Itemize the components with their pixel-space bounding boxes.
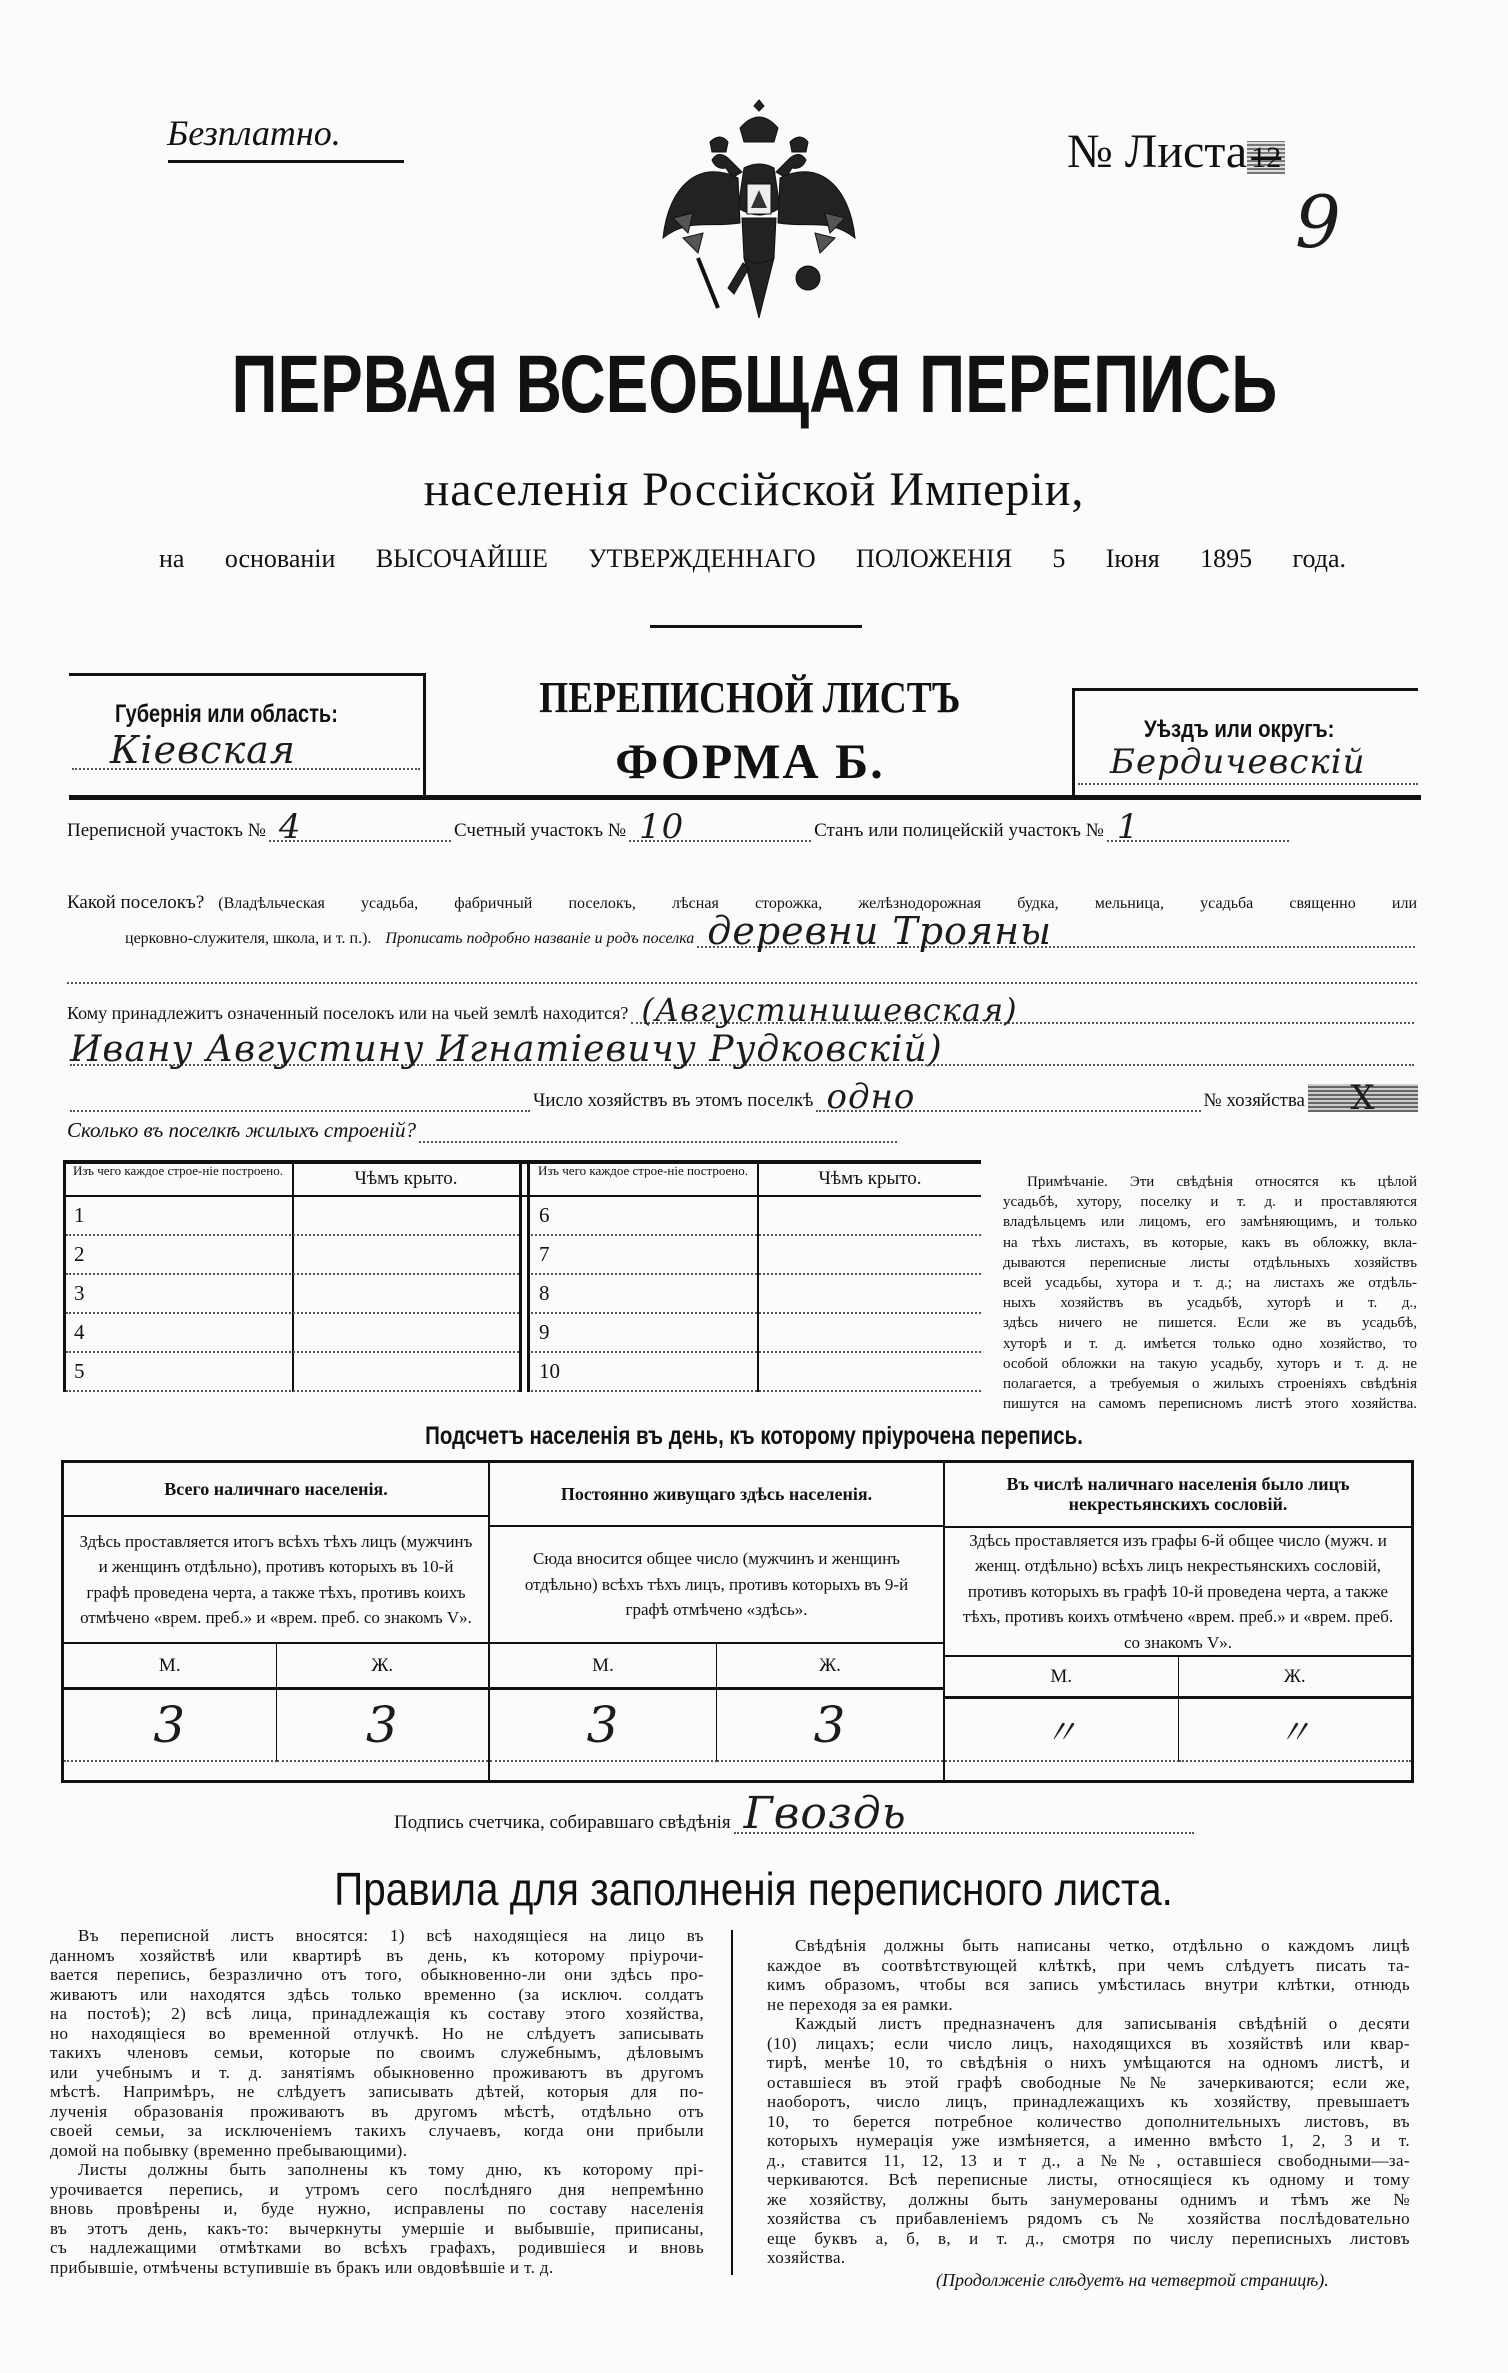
non-peasant-description: Здѣсь проставляется изъ графы 6-й общее число (мужч. и женщ. отдѣльно) всѣхъ лицъ некрестьянскихъ сословій, противъ которыхъ въ графѣ 10-й проведена черта, а также тѣхъ, противъ коихъ отмѣчено «врем. преб.» и «врем. преб. со знакомъ V». bbox=[945, 1528, 1411, 1658]
building-row-number: 5 bbox=[74, 1359, 85, 1383]
rules-text-line: наоборотъ, число лицъ, принадлежащихъ къ хозяйству, превышаетъ bbox=[767, 2092, 1410, 2111]
count-district-label: Счетный участокъ № bbox=[453, 820, 626, 841]
rules-text-line: домой на побывку (временно пребывающими). bbox=[50, 2140, 408, 2160]
rules-text-line: Въ переписной листъ вносятся: 1) всѣ находящіеся на лицо въ bbox=[78, 1926, 704, 1945]
rules-text-line: данномъ хозяйствѣ или квартирѣ въ день, къ которому пріурочи- bbox=[50, 1945, 704, 1965]
building-row-number: 3 bbox=[74, 1281, 85, 1305]
rules-text-line: мѣстѣ. Напримѣръ, не слѣдуетъ записывать дѣтей, которыя для по- bbox=[50, 2082, 704, 2101]
rules-text-line: Листы должны быть заполнены къ тому дню, къ которому прі- bbox=[78, 2160, 704, 2179]
rules-text-line: или учебнымъ и т. д. занятіямъ обыкновенно проживаютъ въ другомъ bbox=[50, 2062, 704, 2082]
permanent-population-description: Сюда вносится общее число (мужчинъ и женщинъ отдѣльно) всѣхъ тѣхъ лицъ, противъ которыхъ въ 9-й графѣ отмѣчено «здѣсь». bbox=[490, 1527, 943, 1644]
rules-text-line: съ надлежащими отмѣтками во всѣхъ графахъ, родившіеся и вновь bbox=[50, 2238, 704, 2257]
buildings-table bbox=[63, 1160, 981, 1392]
settlement-extra-line[interactable] bbox=[67, 982, 1417, 984]
settlement-hint: (Владѣльческая усадьба, фабричный поселокъ, лѣсная сторожка, желѣзнодорожная будка, мельница, усадьба священно или bbox=[218, 895, 1417, 912]
signature-field[interactable] bbox=[734, 1788, 1194, 1839]
population-count-heading: Подсчетъ населенія въ день, къ которому пріурочена перепись. bbox=[425, 1422, 1083, 1450]
rules-continuation-note: (Продолженіе слѣдуетъ на четвертой страницѣ). bbox=[936, 2270, 1329, 2290]
buildings-question: Сколько въ поселкѣ жилыхъ строеній? bbox=[67, 1118, 416, 1142]
note-text-line: пишутся на самомъ переписномъ листѣ этого хозяйства. bbox=[1003, 1396, 1417, 1413]
rules-text-line: живаютъ или находятся здѣсь только временно (за исключ. солдатъ bbox=[50, 1984, 704, 2004]
note-text-line: усадьбѣ, хутору, поселку и т. д. и проставляются bbox=[1003, 1194, 1417, 1211]
left-roof-header: Чѣмъ крыто. bbox=[354, 1168, 458, 1189]
owner-value-line-1: (Августинишевская) bbox=[641, 991, 1018, 1029]
rules-text-line: тирѣ, менѣе 10, то свѣдѣнія о нихъ умѣщаются на одномъ листѣ, и bbox=[767, 2053, 1410, 2072]
permanent-population-title: Постоянно живущаго здѣсь населенія. bbox=[490, 1463, 943, 1527]
right-material-header: Изъ чего каждое строе-ніе построено. bbox=[538, 1163, 748, 1178]
header-box-right-divider bbox=[1072, 688, 1075, 798]
building-row-number: 1 bbox=[74, 1203, 85, 1227]
sheet-number-label: № Листа bbox=[1067, 125, 1248, 178]
non-peasant-female-value[interactable]: 〃 bbox=[1179, 1699, 1412, 1762]
district-field[interactable] bbox=[1078, 783, 1418, 785]
building-row-line[interactable] bbox=[531, 1273, 981, 1275]
note-text-line: дываются переписные листы отдѣльныхъ хозяйствъ bbox=[1003, 1254, 1417, 1271]
rules-text-line: хозяйства. bbox=[767, 2248, 846, 2267]
settlement-name-field[interactable] bbox=[697, 909, 1415, 953]
rules-text-line: кимъ образомъ, чтобы вся запись умѣстилась внутри клѣтки, отнюдь bbox=[767, 1975, 1410, 1994]
rules-text-line: каждое въ соотвѣтствующей клѣткѣ, при чемъ слѣдуетъ писать та- bbox=[767, 1955, 1410, 1975]
enumerator-signature-row bbox=[394, 1788, 1197, 1839]
subtitle: населенія Россійской Имперіи, bbox=[423, 463, 1085, 516]
male-label: М. bbox=[945, 1657, 1179, 1696]
total-population-column bbox=[64, 1463, 490, 1780]
rules-text-line: въ этотъ день, какъ-то: вычеркнуты умершіе и выбывшіе, приписаны, bbox=[50, 2218, 704, 2238]
permanent-population-column bbox=[490, 1463, 945, 1780]
female-label: Ж. bbox=[371, 1654, 394, 1676]
total-male-value[interactable]: 3 bbox=[64, 1690, 277, 1762]
owner-question: Кому принадлежитъ означенный поселокъ или на чьей землѣ находится? bbox=[67, 1003, 629, 1023]
male-label: М. bbox=[490, 1644, 717, 1687]
rules-text-line: д., ставится 11, 12, 13 и т д., а №№, оставшіеся свободными—за- bbox=[767, 2150, 1410, 2170]
permanent-female-value[interactable]: 3 bbox=[717, 1690, 943, 1762]
settlement-instruction: Прописать подробно названіе и родъ поселка bbox=[385, 930, 695, 947]
police-district-field[interactable] bbox=[1107, 807, 1289, 847]
households-value: одно bbox=[826, 1077, 916, 1117]
owner-row bbox=[67, 991, 1417, 1029]
police-district-label: Станъ или полицейскій участокъ № bbox=[814, 820, 1104, 841]
district-label: Уѣздъ или округъ: bbox=[1144, 716, 1335, 743]
building-row-number: 4 bbox=[74, 1320, 85, 1344]
note-text-line: Примѣчаніе. Эти свѣдѣнія относятся къ цѣлой bbox=[1027, 1174, 1417, 1190]
household-number-value: X bbox=[1350, 1078, 1376, 1118]
census-district-label: Переписной участокъ № bbox=[67, 820, 266, 841]
households-leading-line bbox=[70, 1090, 530, 1112]
rules-text-line: такихъ членовъ семьи, которые по своимъ служебнымъ, дѣловымъ bbox=[50, 2043, 704, 2062]
left-material-header: Изъ чего каждое строе-ніе построено. bbox=[73, 1163, 283, 1178]
rules-text-line: хозяйства съ прибавленіемъ рядомъ съ № хозяйства послѣдовательно bbox=[767, 2209, 1410, 2228]
total-population-title: Всего наличнаго населенія. bbox=[64, 1463, 488, 1517]
buildings-question-row bbox=[67, 1118, 900, 1143]
note-text-line: здѣсь ничего не пишется. Если же въ усадьбѣ, bbox=[1003, 1315, 1417, 1332]
note-text-line: на тѣхъ листахъ, въ которые, какъ въ обложку, вкла- bbox=[1003, 1234, 1417, 1251]
owner-value-line-2: Ивану Августину Игнатіевичу Рудковскій) bbox=[70, 1029, 943, 1070]
sheet-title: ПЕРЕПИСНОЙ ЛИСТЪ bbox=[539, 673, 961, 722]
rules-text-line: лученія образованія проживаютъ въ другомъ мѣстѣ, отдѣльно отъ bbox=[50, 2101, 704, 2121]
legal-basis: на основаніи ВЫСОЧАЙШЕ УТВЕРЖДЕННАГО ПОЛОЖЕНІЯ 5 Іюня 1895 года. bbox=[159, 544, 1346, 573]
building-row-line[interactable] bbox=[531, 1312, 981, 1314]
household-number-field[interactable] bbox=[1308, 1078, 1418, 1118]
rules-text-line: оставшіеся въ этой графѣ свободные №№ зачеркиваются; если же, bbox=[767, 2072, 1410, 2092]
note-text-line: особой обложки на такую усадьбу, хуторъ и т. д. не bbox=[1003, 1355, 1417, 1372]
rules-text-line: урочивается перепись, и утромъ сего послѣдняго дня непремѣнно bbox=[50, 2179, 704, 2199]
owner-field[interactable] bbox=[631, 991, 1414, 1029]
total-population-description: Здѣсь проставляется итогъ всѣхъ тѣхъ лицъ (мужчинъ и женщинъ отдѣльно), противъ которыхъ въ 10-й графѣ проведена черта, а также тѣхъ, противъ коихъ отмѣчено «врем. преб.» и «врем. преб. со знакомъ V». bbox=[64, 1517, 488, 1644]
sheet-number-handwritten: 9 bbox=[1295, 180, 1342, 264]
non-peasant-title: Въ числѣ наличнаго населенія было лицъ некрестьянскихъ сословій. bbox=[945, 1463, 1411, 1528]
rules-right-column bbox=[767, 1936, 1410, 2268]
owner-row-2 bbox=[67, 1029, 1417, 1070]
rules-text-line: не переходя за ея рамки. bbox=[767, 1994, 954, 2014]
count-district-value: 10 bbox=[638, 807, 685, 847]
buildings-note bbox=[1003, 1172, 1417, 1414]
rules-text-line: (10) лицахъ; если число лицъ, находящихся въ хозяйствѣ или квар- bbox=[767, 2033, 1410, 2053]
note-text-line: хуторѣ и т. д. имѣется только одно хозяйство, то bbox=[1003, 1335, 1417, 1352]
header-box-bottom bbox=[69, 795, 1421, 800]
province-value: Кіевская bbox=[110, 728, 296, 772]
double-headed-eagle-icon bbox=[658, 98, 860, 330]
households-label: Число хозяйствъ въ этомъ поселкѣ bbox=[533, 1090, 814, 1111]
rules-text-line: которыхъ нумерація уже измѣняется, а именно вмѣсто 1, 2, 3 и т. bbox=[767, 2131, 1410, 2150]
building-row-line[interactable] bbox=[66, 1312, 519, 1314]
non-peasant-male-value[interactable]: 〃 bbox=[945, 1699, 1179, 1762]
province-label: Губернія или область: bbox=[115, 700, 338, 728]
right-roof-header: Чѣмъ крыто. bbox=[818, 1168, 922, 1189]
rules-text-line: 10, то берется потребное количество дополнительныхъ листовъ, въ bbox=[767, 2111, 1410, 2131]
rules-text-line: но находящіеся во временной отлучкѣ. Но не слѣдуетъ записывать bbox=[50, 2023, 704, 2043]
settlement-name-row bbox=[125, 909, 1418, 953]
building-row-number: 7 bbox=[539, 1242, 550, 1266]
settlement-question: Какой поселокъ? bbox=[67, 892, 205, 913]
census-district-value: 4 bbox=[278, 807, 302, 847]
building-row-line[interactable] bbox=[66, 1234, 519, 1236]
form-name: ФОРМА Б. bbox=[615, 733, 885, 789]
rules-text-line: прибывшіе, отмѣчены вступившіе въ бракъ или овдовѣвшіе и т. д. bbox=[50, 2257, 554, 2277]
sheet-number bbox=[1067, 124, 1285, 179]
owner-field-2[interactable] bbox=[70, 1029, 1414, 1070]
households-row bbox=[67, 1077, 1418, 1118]
rules-text-line: Свѣдѣнія должны быть написаны четко, отдѣльно о каждомъ лицѣ bbox=[795, 1936, 1410, 1955]
building-row-number: 2 bbox=[74, 1242, 85, 1266]
building-row-line[interactable] bbox=[531, 1390, 981, 1392]
population-count-table bbox=[61, 1460, 1414, 1783]
building-row-number: 8 bbox=[539, 1281, 550, 1305]
district-value: Бердичевскій bbox=[1110, 742, 1366, 782]
signature-value: Гвоздь bbox=[743, 1788, 907, 1839]
header-box-right-top bbox=[1072, 688, 1418, 691]
building-row-line[interactable] bbox=[531, 1351, 981, 1353]
title-separator bbox=[650, 625, 862, 628]
header-box-left-divider bbox=[423, 673, 426, 795]
rules-text-line: на постоѣ); 2) всѣ лица, принадлежащія къ составу этого хозяйства, bbox=[50, 2004, 704, 2023]
building-row-line[interactable] bbox=[66, 1351, 519, 1353]
non-peasant-column bbox=[945, 1463, 1411, 1780]
signature-label: Подпись счетчика, собиравшаго свѣдѣнія bbox=[394, 1812, 731, 1833]
census-district-field[interactable] bbox=[269, 807, 451, 847]
rules-text-line: же хозяйству, должны быть занумерованы однимъ и тѣмъ же № bbox=[767, 2189, 1410, 2209]
building-row-line[interactable] bbox=[531, 1234, 981, 1236]
header-box-left-top bbox=[69, 673, 423, 676]
count-district-field[interactable] bbox=[629, 807, 811, 847]
free-of-charge-label: Безплатно. bbox=[167, 113, 341, 153]
total-female-value[interactable]: 3 bbox=[277, 1690, 489, 1762]
main-title bbox=[0, 338, 1508, 432]
rules-title: Правила для заполненія переписного листа. bbox=[334, 1863, 1174, 1915]
households-field[interactable] bbox=[816, 1077, 1200, 1117]
rules-text-line: вновь провѣрены и, буде нужно, исправлены по составу населенія bbox=[50, 2199, 704, 2218]
rules-text-line: черкиваются. Всѣ переписные листы, относящіеся къ одному и тому bbox=[767, 2170, 1410, 2189]
building-row-number: 10 bbox=[539, 1359, 560, 1383]
rules-column-divider bbox=[731, 1930, 733, 2275]
female-label: Ж. bbox=[1283, 1665, 1306, 1687]
rules-text-line: еще буквъ а, б, в, и т. д., смотря по числу переписныхъ листовъ bbox=[767, 2228, 1410, 2248]
building-row-line[interactable] bbox=[66, 1390, 519, 1392]
household-number-label: № хозяйства bbox=[1203, 1090, 1305, 1111]
free-label-underline bbox=[168, 160, 404, 163]
district-numbers-row bbox=[67, 807, 1292, 847]
building-row-number: 9 bbox=[539, 1320, 550, 1344]
settlement-hint-end: церковно-служителя, школа, и т. п.). bbox=[125, 930, 372, 947]
rules-text-line: своей семьи, за исключеніемъ такихъ случаевъ, когда они прибыли bbox=[50, 2121, 704, 2140]
rules-text-line: вается перепись, безразлично отъ того, обыкновенно-ли они здѣсь про- bbox=[50, 1965, 704, 1984]
rules-text-line: Каждый листъ предназначенъ для записыванія свѣдѣній о десяти bbox=[795, 2014, 1410, 2033]
male-label: М. bbox=[64, 1644, 277, 1687]
main-title-text: ПЕРВАЯ ВСЕОБЩАЯ ПЕРЕПИСЬ bbox=[231, 339, 1277, 430]
note-text-line: полагается, а требуемыя о жилыхъ строеніяхъ свѣдѣнія bbox=[1003, 1375, 1417, 1392]
rules-left-column bbox=[50, 1926, 704, 2277]
building-row-line[interactable] bbox=[66, 1273, 519, 1275]
settlement-name-value: деревни Трояны bbox=[707, 909, 1053, 953]
sheet-number-struck: 12 bbox=[1247, 141, 1285, 174]
note-text-line: владѣльцемъ или лицомъ, его замѣняющимъ, и только bbox=[1003, 1214, 1417, 1231]
note-text-line: всей усадьбы, хутора и т. д.; на листахъ же отдѣль- bbox=[1003, 1274, 1417, 1291]
permanent-male-value[interactable]: 3 bbox=[490, 1690, 717, 1762]
female-label: Ж. bbox=[819, 1654, 841, 1676]
buildings-table-header-line bbox=[63, 1195, 981, 1197]
buildings-count-field[interactable] bbox=[419, 1121, 897, 1143]
building-row-number: 6 bbox=[539, 1203, 550, 1227]
note-text-line: ныхъ хозяйствъ въ усадьбѣ, хуторѣ и т. д., bbox=[1003, 1295, 1417, 1312]
police-district-value: 1 bbox=[1116, 807, 1140, 847]
